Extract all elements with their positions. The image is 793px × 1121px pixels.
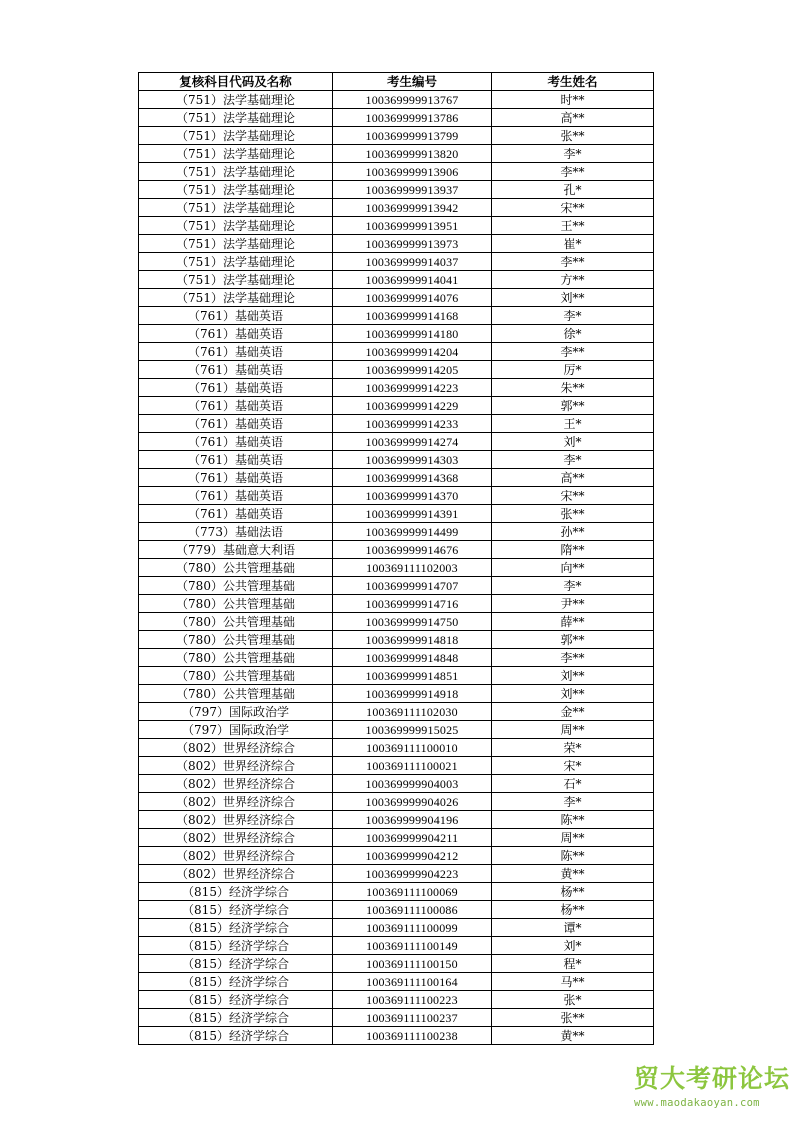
cell-candidate-id: 100369999913786 xyxy=(333,109,492,127)
cell-candidate-name: 金** xyxy=(492,703,654,721)
table-row xyxy=(139,451,654,469)
table-row xyxy=(139,739,654,757)
table-row xyxy=(139,433,654,451)
table-row xyxy=(139,721,654,739)
table-row xyxy=(139,775,654,793)
cell-candidate-name: 宋* xyxy=(492,757,654,775)
cell-candidate-name: 李* xyxy=(492,577,654,595)
cell-subject: （761）基础英语 xyxy=(139,469,333,487)
cell-candidate-id: 100369999914918 xyxy=(333,685,492,703)
cell-candidate-id: 100369999914205 xyxy=(333,361,492,379)
table-row xyxy=(139,793,654,811)
cell-subject: （761）基础英语 xyxy=(139,361,333,379)
cell-candidate-name: 周** xyxy=(492,829,654,847)
table-row xyxy=(139,901,654,919)
table-row xyxy=(139,559,654,577)
cell-candidate-id: 100369999914750 xyxy=(333,613,492,631)
table-row xyxy=(139,757,654,775)
table-row xyxy=(139,307,654,325)
cell-subject: （761）基础英语 xyxy=(139,343,333,361)
cell-candidate-id: 100369999914707 xyxy=(333,577,492,595)
cell-candidate-name: 李* xyxy=(492,145,654,163)
cell-candidate-id: 100369999914076 xyxy=(333,289,492,307)
cell-candidate-name: 陈** xyxy=(492,847,654,865)
cell-subject: （802）世界经济综合 xyxy=(139,757,333,775)
cell-candidate-name: 李** xyxy=(492,649,654,667)
cell-candidate-id: 100369111100164 xyxy=(333,973,492,991)
cell-subject: （780）公共管理基础 xyxy=(139,649,333,667)
cell-subject: （802）世界经济综合 xyxy=(139,811,333,829)
table-row xyxy=(139,109,654,127)
cell-subject: （815）经济学综合 xyxy=(139,937,333,955)
table-row xyxy=(139,181,654,199)
cell-candidate-id: 100369111100086 xyxy=(333,901,492,919)
cell-candidate-id: 100369999914716 xyxy=(333,595,492,613)
cell-candidate-id: 100369111100223 xyxy=(333,991,492,1009)
cell-candidate-id: 100369999904026 xyxy=(333,793,492,811)
table-row xyxy=(139,127,654,145)
cell-subject: （780）公共管理基础 xyxy=(139,613,333,631)
table-row xyxy=(139,361,654,379)
cell-candidate-name: 黄** xyxy=(492,1027,654,1045)
cell-subject: （751）法学基础理论 xyxy=(139,127,333,145)
cell-subject: （751）法学基础理论 xyxy=(139,163,333,181)
cell-candidate-id: 100369111100069 xyxy=(333,883,492,901)
cell-candidate-id: 100369999914499 xyxy=(333,523,492,541)
cell-candidate-id: 100369111100237 xyxy=(333,1009,492,1027)
cell-candidate-name: 李* xyxy=(492,793,654,811)
cell-candidate-name: 张* xyxy=(492,991,654,1009)
cell-candidate-name: 周** xyxy=(492,721,654,739)
cell-subject: （751）法学基础理论 xyxy=(139,253,333,271)
table-row xyxy=(139,397,654,415)
cell-subject: （779）基础意大利语 xyxy=(139,541,333,559)
cell-candidate-id: 100369999914229 xyxy=(333,397,492,415)
cell-subject: （751）法学基础理论 xyxy=(139,235,333,253)
watermark-title: 贸大考研论坛 xyxy=(634,1064,791,1093)
cell-candidate-name: 向** xyxy=(492,559,654,577)
cell-subject: （761）基础英语 xyxy=(139,505,333,523)
watermark-url: www.maodakaoyan.com xyxy=(634,1097,760,1109)
cell-candidate-id: 100369999904196 xyxy=(333,811,492,829)
cell-candidate-name: 张** xyxy=(492,1009,654,1027)
cell-candidate-id: 100369999915025 xyxy=(333,721,492,739)
cell-candidate-id: 100369999913906 xyxy=(333,163,492,181)
table-row xyxy=(139,1027,654,1045)
cell-candidate-id: 100369999914168 xyxy=(333,307,492,325)
cell-subject: （751）法学基础理论 xyxy=(139,199,333,217)
cell-subject: （751）法学基础理论 xyxy=(139,217,333,235)
cell-candidate-id: 100369999914274 xyxy=(333,433,492,451)
cell-candidate-id: 100369999913937 xyxy=(333,181,492,199)
cell-candidate-name: 薛** xyxy=(492,613,654,631)
cell-candidate-name: 李* xyxy=(492,451,654,469)
cell-subject: （815）经济学综合 xyxy=(139,901,333,919)
table-row xyxy=(139,865,654,883)
cell-subject: （815）经济学综合 xyxy=(139,1027,333,1045)
table-row xyxy=(139,289,654,307)
table-row xyxy=(139,991,654,1009)
table-row xyxy=(139,379,654,397)
cell-candidate-id: 100369999914370 xyxy=(333,487,492,505)
cell-candidate-id: 100369999913820 xyxy=(333,145,492,163)
cell-candidate-name: 徐* xyxy=(492,325,654,343)
cell-candidate-name: 尹** xyxy=(492,595,654,613)
cell-candidate-id: 100369999913973 xyxy=(333,235,492,253)
cell-subject: （802）世界经济综合 xyxy=(139,775,333,793)
table-row xyxy=(139,631,654,649)
cell-candidate-id: 100369999913767 xyxy=(333,91,492,109)
table-row xyxy=(139,937,654,955)
cell-candidate-name: 李** xyxy=(492,253,654,271)
cell-subject: （815）经济学综合 xyxy=(139,955,333,973)
table-row xyxy=(139,883,654,901)
table-row xyxy=(139,487,654,505)
cell-candidate-name: 刘** xyxy=(492,289,654,307)
cell-candidate-id: 100369999904003 xyxy=(333,775,492,793)
table-row xyxy=(139,199,654,217)
cell-candidate-id: 100369999914851 xyxy=(333,667,492,685)
table-row xyxy=(139,91,654,109)
cell-subject: （761）基础英语 xyxy=(139,307,333,325)
cell-candidate-id: 100369111102003 xyxy=(333,559,492,577)
cell-subject: （802）世界经济综合 xyxy=(139,829,333,847)
cell-subject: （815）经济学综合 xyxy=(139,1009,333,1027)
cell-candidate-name: 孔* xyxy=(492,181,654,199)
table-row xyxy=(139,667,654,685)
table-row xyxy=(139,919,654,937)
cell-candidate-id: 100369999914041 xyxy=(333,271,492,289)
cell-subject: （751）法学基础理论 xyxy=(139,109,333,127)
cell-candidate-name: 高** xyxy=(492,109,654,127)
table-row xyxy=(139,163,654,181)
header-candidate-name: 考生姓名 xyxy=(492,73,654,91)
cell-candidate-id: 100369999913942 xyxy=(333,199,492,217)
table-row xyxy=(139,271,654,289)
table-row xyxy=(139,955,654,973)
table-row xyxy=(139,973,654,991)
cell-candidate-name: 朱** xyxy=(492,379,654,397)
cell-candidate-name: 刘* xyxy=(492,937,654,955)
cell-subject: （780）公共管理基础 xyxy=(139,631,333,649)
table-row xyxy=(139,217,654,235)
cell-candidate-id: 100369999914233 xyxy=(333,415,492,433)
cell-subject: （780）公共管理基础 xyxy=(139,577,333,595)
cell-candidate-id: 100369111100021 xyxy=(333,757,492,775)
cell-candidate-id: 100369111100099 xyxy=(333,919,492,937)
table-row xyxy=(139,541,654,559)
cell-subject: （802）世界经济综合 xyxy=(139,739,333,757)
cell-subject: （780）公共管理基础 xyxy=(139,559,333,577)
cell-candidate-id: 100369111100010 xyxy=(333,739,492,757)
cell-candidate-name: 陈** xyxy=(492,811,654,829)
cell-subject: （802）世界经济综合 xyxy=(139,865,333,883)
cell-candidate-id: 100369999914848 xyxy=(333,649,492,667)
header-candidate-id: 考生编号 xyxy=(333,73,492,91)
cell-candidate-id: 100369999914303 xyxy=(333,451,492,469)
cell-candidate-id: 100369999914818 xyxy=(333,631,492,649)
cell-candidate-name: 李** xyxy=(492,343,654,361)
cell-subject: （751）法学基础理论 xyxy=(139,181,333,199)
table-row xyxy=(139,145,654,163)
cell-candidate-name: 王** xyxy=(492,217,654,235)
table-header-row xyxy=(139,73,654,91)
cell-subject: （802）世界经济综合 xyxy=(139,847,333,865)
cell-subject: （797）国际政治学 xyxy=(139,721,333,739)
watermark-logo xyxy=(634,1064,793,1110)
table-row xyxy=(139,1009,654,1027)
cell-subject: （761）基础英语 xyxy=(139,487,333,505)
cell-candidate-id: 100369111102030 xyxy=(333,703,492,721)
cell-candidate-name: 李** xyxy=(492,163,654,181)
cell-candidate-name: 刘** xyxy=(492,667,654,685)
cell-subject: （780）公共管理基础 xyxy=(139,595,333,613)
cell-subject: （761）基础英语 xyxy=(139,325,333,343)
table-row xyxy=(139,343,654,361)
cell-subject: （761）基础英语 xyxy=(139,397,333,415)
cell-candidate-id: 100369999913951 xyxy=(333,217,492,235)
cell-subject: （761）基础英语 xyxy=(139,451,333,469)
cell-candidate-name: 张** xyxy=(492,127,654,145)
cell-subject: （780）公共管理基础 xyxy=(139,667,333,685)
cell-candidate-id: 100369111100238 xyxy=(333,1027,492,1045)
cell-subject: （802）世界经济综合 xyxy=(139,793,333,811)
cell-candidate-id: 100369999914391 xyxy=(333,505,492,523)
cell-subject: （751）法学基础理论 xyxy=(139,145,333,163)
cell-candidate-id: 100369999914223 xyxy=(333,379,492,397)
cell-candidate-name: 刘* xyxy=(492,433,654,451)
table-row xyxy=(139,595,654,613)
table-row xyxy=(139,415,654,433)
cell-candidate-name: 孙** xyxy=(492,523,654,541)
cell-candidate-name: 李* xyxy=(492,307,654,325)
table-row xyxy=(139,847,654,865)
cell-candidate-name: 高** xyxy=(492,469,654,487)
table-row xyxy=(139,649,654,667)
table-row xyxy=(139,829,654,847)
header-subject: 复核科目代码及名称 xyxy=(139,73,333,91)
cell-candidate-name: 厉* xyxy=(492,361,654,379)
cell-candidate-name: 郭** xyxy=(492,631,654,649)
cell-subject: （761）基础英语 xyxy=(139,415,333,433)
cell-candidate-name: 马** xyxy=(492,973,654,991)
cell-candidate-name: 王* xyxy=(492,415,654,433)
cell-candidate-name: 刘** xyxy=(492,685,654,703)
cell-candidate-name: 谭* xyxy=(492,919,654,937)
table-row xyxy=(139,235,654,253)
cell-candidate-id: 100369999904212 xyxy=(333,847,492,865)
table-row xyxy=(139,469,654,487)
cell-candidate-id: 100369999904223 xyxy=(333,865,492,883)
cell-subject: （815）经济学综合 xyxy=(139,973,333,991)
cell-candidate-name: 杨** xyxy=(492,901,654,919)
cell-candidate-name: 方** xyxy=(492,271,654,289)
cell-candidate-id: 100369999914037 xyxy=(333,253,492,271)
cell-candidate-name: 杨** xyxy=(492,883,654,901)
review-list-table xyxy=(138,72,654,1045)
cell-subject: （815）经济学综合 xyxy=(139,919,333,937)
cell-candidate-name: 崔* xyxy=(492,235,654,253)
cell-subject: （815）经济学综合 xyxy=(139,883,333,901)
cell-candidate-name: 荣* xyxy=(492,739,654,757)
cell-candidate-id: 100369111100150 xyxy=(333,955,492,973)
cell-subject: （815）经济学综合 xyxy=(139,991,333,1009)
table-row xyxy=(139,523,654,541)
table-row xyxy=(139,325,654,343)
cell-candidate-name: 郭** xyxy=(492,397,654,415)
cell-subject: （773）基础法语 xyxy=(139,523,333,541)
table-row xyxy=(139,685,654,703)
table-row xyxy=(139,577,654,595)
cell-candidate-id: 100369999904211 xyxy=(333,829,492,847)
cell-candidate-name: 宋** xyxy=(492,487,654,505)
cell-subject: （751）法学基础理论 xyxy=(139,271,333,289)
table-row xyxy=(139,613,654,631)
cell-candidate-name: 黄** xyxy=(492,865,654,883)
cell-candidate-id: 100369999914676 xyxy=(333,541,492,559)
cell-candidate-name: 时** xyxy=(492,91,654,109)
cell-candidate-name: 程* xyxy=(492,955,654,973)
cell-candidate-name: 宋** xyxy=(492,199,654,217)
cell-subject: （751）法学基础理论 xyxy=(139,91,333,109)
cell-candidate-id: 100369111100149 xyxy=(333,937,492,955)
cell-candidate-name: 石* xyxy=(492,775,654,793)
table-row xyxy=(139,703,654,721)
cell-candidate-name: 隋** xyxy=(492,541,654,559)
cell-candidate-id: 100369999914368 xyxy=(333,469,492,487)
cell-subject: （761）基础英语 xyxy=(139,433,333,451)
cell-candidate-id: 100369999914204 xyxy=(333,343,492,361)
table-row xyxy=(139,811,654,829)
table-row xyxy=(139,253,654,271)
cell-subject: （761）基础英语 xyxy=(139,379,333,397)
cell-candidate-name: 张** xyxy=(492,505,654,523)
cell-candidate-id: 100369999914180 xyxy=(333,325,492,343)
cell-subject: （780）公共管理基础 xyxy=(139,685,333,703)
table-row xyxy=(139,505,654,523)
cell-subject: （797）国际政治学 xyxy=(139,703,333,721)
cell-candidate-id: 100369999913799 xyxy=(333,127,492,145)
cell-subject: （751）法学基础理论 xyxy=(139,289,333,307)
